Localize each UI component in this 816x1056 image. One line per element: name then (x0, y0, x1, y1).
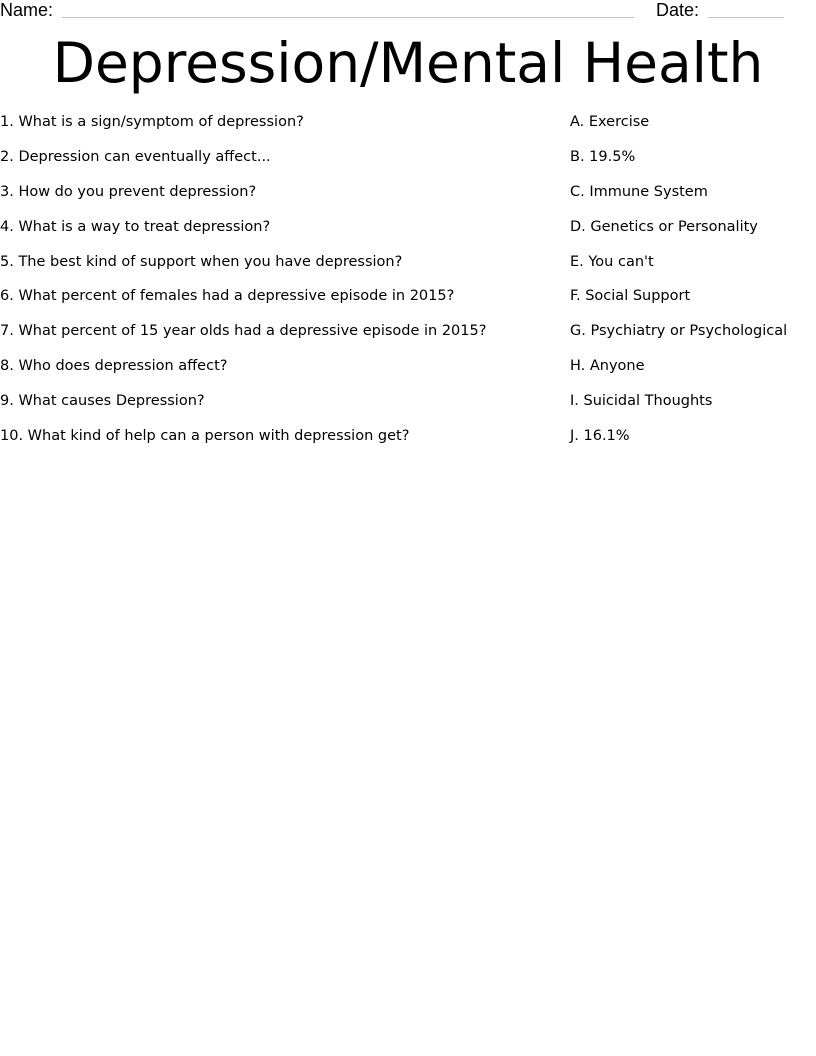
answer-item: J. 16.1% (570, 428, 630, 445)
question-item: 7. What percent of 15 year olds had a depressive episode in 2015? (0, 323, 487, 340)
question-list (0, 110, 560, 459)
answer-item: A. Exercise (570, 114, 650, 130)
name-label: Name: (0, 0, 54, 20)
date-label: Date: (656, 0, 700, 20)
answer-item: D. Genetics or Personality (570, 218, 758, 235)
name-input-line[interactable] (62, 17, 634, 18)
answer-item: I. Suicidal Thoughts (570, 393, 713, 410)
answer-list (570, 110, 810, 459)
question-item: 6. What percent of females had a depressive episode in 2015? (0, 288, 455, 305)
date-input-line[interactable] (708, 17, 784, 18)
answer-item: B. 19.5% (570, 148, 636, 165)
question-item: 10. What kind of help can a person with depression get? (0, 428, 410, 445)
question-item: 8. Who does depression affect? (0, 358, 228, 375)
question-item: 4. What is a way to treat depression? (0, 218, 271, 235)
answer-item: H. Anyone (570, 358, 645, 375)
question-item: 1. What is a sign/symptom of depression? (0, 114, 304, 130)
question-item: 3. How do you prevent depression? (0, 183, 257, 200)
answer-item: F. Social Support (570, 288, 691, 305)
page-title: Depression/Mental Health (52, 31, 764, 95)
question-item: 2. Depression can eventually affect... (0, 148, 271, 165)
answer-item: G. Psychiatry or Psychological (570, 323, 788, 340)
answer-item: C. Immune System (570, 183, 708, 200)
header-row (0, 0, 816, 22)
question-item: 5. The best kind of support when you have depression? (0, 253, 403, 270)
question-item: 9. What causes Depression? (0, 393, 205, 410)
answer-item: E. You can't (570, 253, 654, 270)
